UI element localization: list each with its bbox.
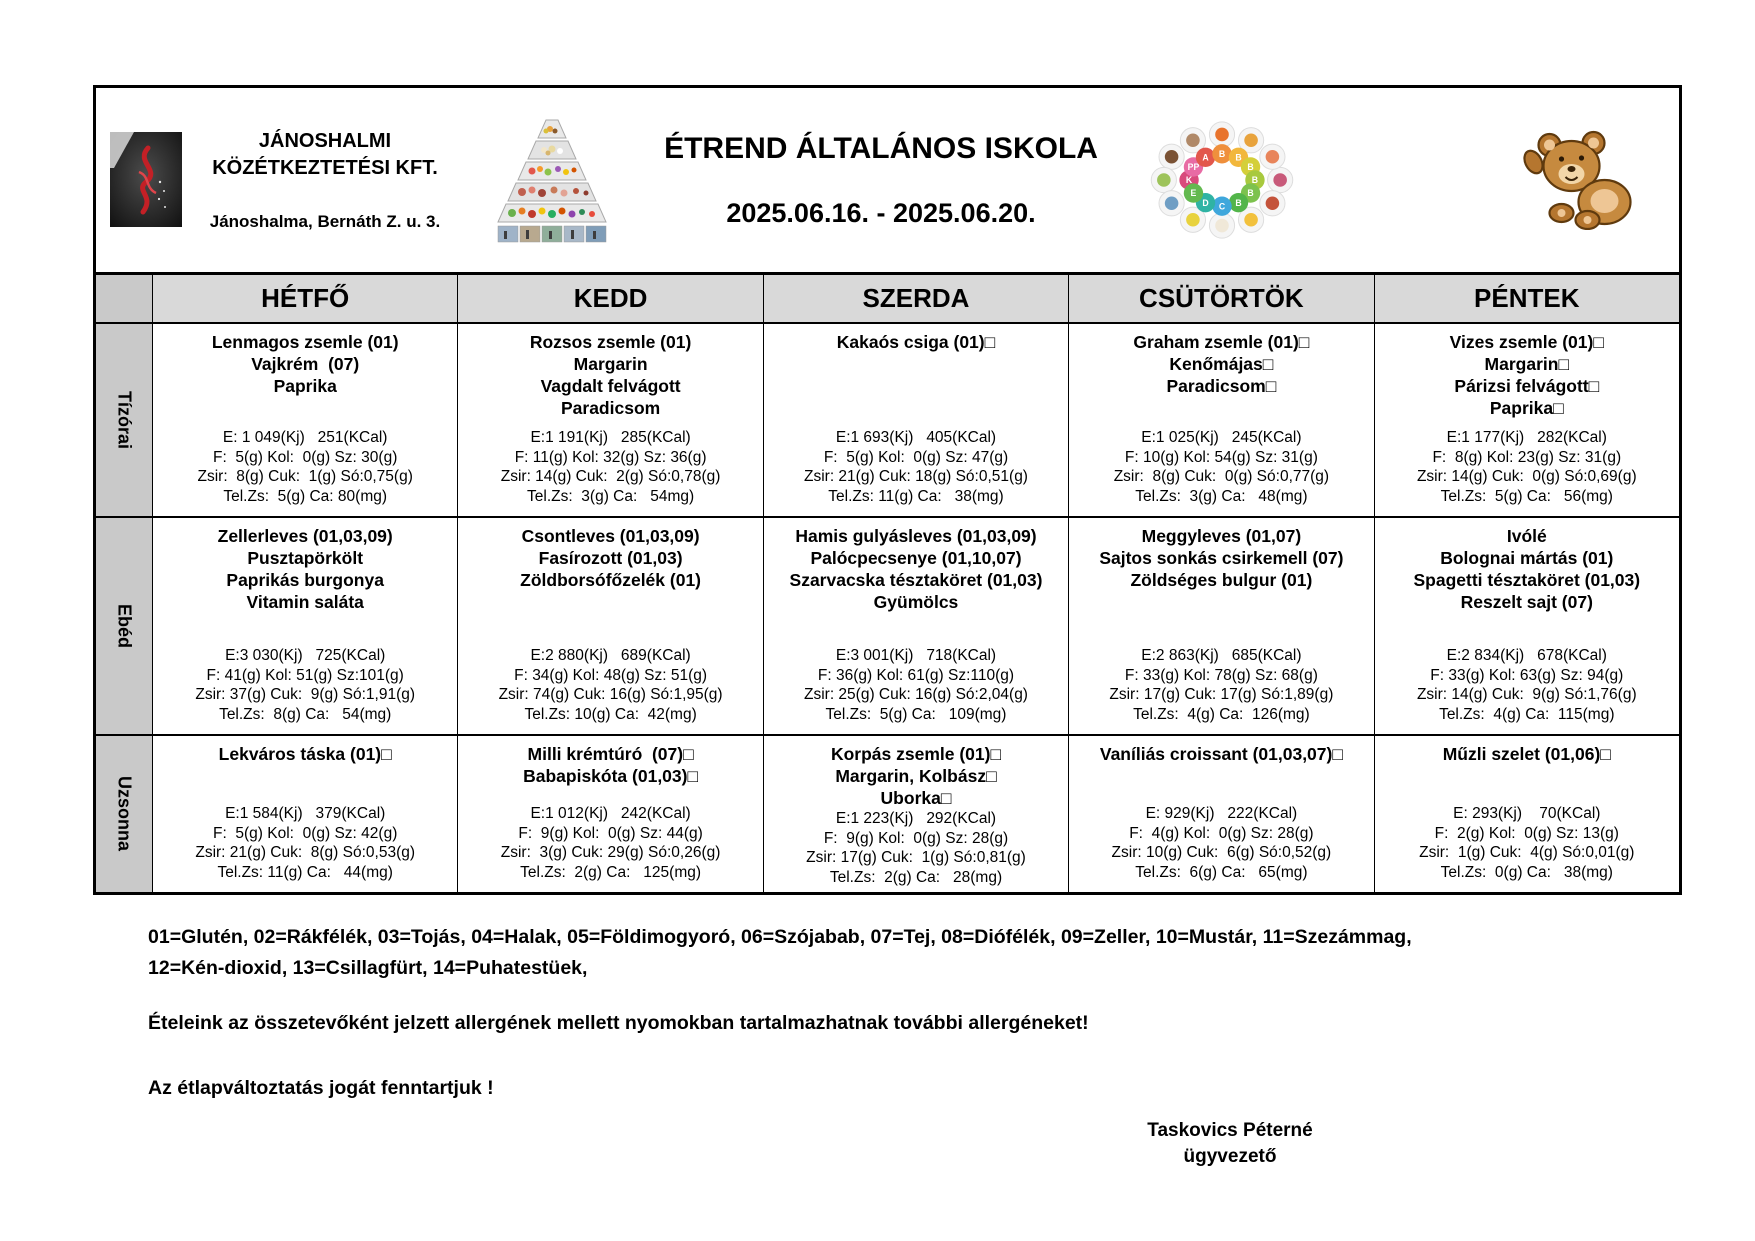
- vitamin-wheel-graphic: [1144, 117, 1300, 243]
- menu-cell: [1068, 324, 1373, 516]
- nutrition-line: Tel.Zs: 10(g) Ca: 42(mg): [524, 705, 697, 723]
- nutrition-line: F: 5(g) Kol: 0(g) Sz: 30(g): [213, 448, 398, 466]
- nutrition-line: F: 36(g) Kol: 61(g) Sz:110(g): [817, 666, 1015, 684]
- day-header-4: PÉNTEK: [1374, 275, 1679, 322]
- vitamin-letter: B: [1251, 175, 1259, 186]
- date-range: 2025.06.16. - 2025.06.20.: [726, 197, 1036, 228]
- menu-item-line: Vizes zsemle (01)□: [1449, 332, 1604, 352]
- page-title: ÉTREND ÁLTALÁNOS ISKOLA: [664, 131, 1098, 165]
- menu-items: [768, 743, 1064, 809]
- nutrition-line: F: 5(g) Kol: 0(g) Sz: 42(g): [213, 824, 398, 842]
- nutrition-line: Tel.Zs: 0(g) Ca: 38(mg): [1440, 863, 1613, 881]
- menu-item-line: Sajtos sonkás csirkemell (07): [1099, 548, 1344, 568]
- menu-items: [157, 331, 453, 397]
- day-header-3: CSÜTÖRTÖK: [1068, 275, 1373, 322]
- nutrition-line: Zsir: 10(g) Cuk: 6(g) Só:0,52(g): [1111, 844, 1332, 861]
- company-info: [194, 128, 456, 232]
- menu-cell: [152, 324, 457, 516]
- nutrition-line: E:1 177(Kj) 282(KCal): [1446, 429, 1607, 446]
- menu-items: [157, 525, 453, 613]
- menu-item-line: Zellerleves (01,03,09): [217, 526, 393, 546]
- nutrition-line: F: 34(g) Kol: 48(g) Sz: 51(g): [514, 666, 708, 684]
- menu-cell: [1374, 736, 1679, 892]
- meal-row-1: [96, 516, 1679, 734]
- menu-item-line: Spagetti tésztaköret (01,03): [1413, 570, 1641, 590]
- nutrition-line: Zsir: 14(g) Cuk: 2(g) Só:0,78(g): [500, 468, 721, 485]
- nutrition-block: [1073, 646, 1369, 724]
- nutrition-line: E: 1 049(Kj) 251(KCal): [222, 429, 388, 446]
- vitamin-letter: E: [1190, 188, 1197, 199]
- nutrition-line: Tel.Zs: 4(g) Ca: 115(mg): [1439, 705, 1615, 723]
- title-block: [618, 132, 1144, 229]
- nutrition-block: [157, 646, 453, 724]
- nutrition-block: [1073, 428, 1369, 506]
- vitamin-letter: B: [1247, 188, 1254, 199]
- menu-item-line: Bolognai mártás (01): [1440, 548, 1614, 568]
- food-pyramid-graphic: [486, 114, 618, 246]
- footer-notes: [148, 922, 1628, 1100]
- nutrition-line: E: 293(Kj) 70(KCal): [1453, 805, 1601, 822]
- teddy-bear-image: [1515, 130, 1643, 230]
- menu-item-line: Meggyleves (01,07): [1141, 526, 1302, 546]
- nutrition-line: Zsir: 21(g) Cuk: 8(g) Só:0,53(g): [195, 844, 416, 861]
- menu-item-line: Graham zsemle (01)□: [1133, 332, 1310, 352]
- menu-item-line: Műzli szelet (01,06)□: [1442, 744, 1611, 764]
- nutrition-line: F: 8(g) Kol: 23(g) Sz: 31(g): [1432, 448, 1622, 466]
- table-header-row: [96, 275, 1679, 324]
- menu-items: [768, 525, 1064, 613]
- nutrition-line: Zsir: 1(g) Cuk: 4(g) Só:0,01(g): [1419, 844, 1635, 861]
- menu-item-line: Margarin: [573, 354, 648, 374]
- meal-row-2: [96, 734, 1679, 892]
- nutrition-line: Tel.Zs: 5(g) Ca: 109(mg): [825, 705, 1007, 723]
- menu-item-line: Lekváros táska (01)□: [218, 744, 392, 764]
- nutrition-line: E:2 880(Kj) 689(KCal): [530, 647, 691, 664]
- nutrition-line: F: 9(g) Kol: 0(g) Sz: 28(g): [823, 829, 1009, 847]
- nutrition-block: [768, 646, 1064, 724]
- nutrition-block: [157, 804, 453, 882]
- vitamin-wheel-image: [1144, 117, 1300, 243]
- menu-items: [462, 331, 758, 419]
- menu-cell: [763, 324, 1068, 516]
- signature-block: [1055, 1118, 1405, 1170]
- vitamin-letter: PP: [1187, 162, 1200, 173]
- nutrition-line: Zsir: 74(g) Cuk: 16(g) Só:1,95(g): [498, 686, 723, 703]
- document-header: [93, 85, 1682, 275]
- nutrition-line: Tel.Zs: 3(g) Ca: 54mg): [527, 487, 695, 505]
- food-pyramid-image: [486, 114, 618, 246]
- menu-item-line: Palócpecsenye (01,10,07): [810, 548, 1022, 568]
- nutrition-line: E:3 030(Kj) 725(KCal): [225, 647, 386, 664]
- nutrition-block: [768, 809, 1064, 887]
- nutrition-block: [462, 646, 758, 724]
- nutrition-line: F: 11(g) Kol: 32(g) Sz: 36(g): [514, 448, 707, 466]
- vitamin-letter: C: [1218, 201, 1226, 212]
- nutrition-line: F: 4(g) Kol: 0(g) Sz: 28(g): [1129, 824, 1314, 842]
- menu-cell: [1068, 736, 1373, 892]
- vitamin-letter: B: [1218, 148, 1226, 159]
- nutrition-line: Zsir: 3(g) Cuk: 29(g) Só:0,26(g): [500, 844, 721, 861]
- nutrition-line: Zsir: 8(g) Cuk: 0(g) Só:0,77(g): [1113, 468, 1330, 485]
- nutrition-line: Zsir: 8(g) Cuk: 1(g) Só:0,75(g): [197, 468, 413, 485]
- allergen-legend-line2: 12=Kén-dioxid, 13=Csillagfürt, 14=Puhatestüek,: [148, 957, 588, 979]
- nutrition-line: Zsir: 17(g) Cuk: 17(g) Só:1,89(g): [1109, 686, 1334, 703]
- menu-items: [157, 743, 453, 765]
- nutrition-line: F: 5(g) Kol: 0(g) Sz: 47(g): [823, 448, 1009, 466]
- nutrition-line: Zsir: 21(g) Cuk: 18(g) Só:0,51(g): [804, 468, 1028, 485]
- vitamin-letter: A: [1202, 152, 1209, 163]
- menu-cell: [457, 324, 762, 516]
- nutrition-line: E:1 223(Kj) 292(KCal): [835, 810, 997, 827]
- menu-cell: [152, 518, 457, 734]
- nutrition-line: F: 41(g) Kol: 51(g) Sz:101(g): [206, 666, 404, 684]
- menu-item-line: Milli krémtúró (07)□: [527, 744, 694, 764]
- nutrition-line: F: 10(g) Kol: 54(g) Sz: 31(g): [1124, 448, 1318, 466]
- nutrition-block: [1379, 428, 1675, 506]
- menu-item-line: Babapiskóta (01,03)□: [523, 766, 699, 786]
- menu-item-line: Margarin, Kolbász□: [835, 766, 997, 786]
- menu-cell: [1068, 518, 1373, 734]
- menu-item-line: Kenőmájas□: [1169, 354, 1274, 374]
- nutrition-line: E:1 025(Kj) 245(KCal): [1141, 429, 1302, 446]
- nutrition-block: [1379, 804, 1675, 882]
- nutrition-block: [462, 804, 758, 882]
- menu-items: [1379, 331, 1675, 419]
- menu-table: [93, 272, 1682, 895]
- table-corner-cell: [96, 275, 152, 322]
- nutrition-line: F: 33(g) Kol: 63(g) Sz: 94(g): [1430, 666, 1624, 684]
- day-header-2: SZERDA: [763, 275, 1068, 322]
- nutrition-line: Tel.Zs: 2(g) Ca: 28(mg): [829, 868, 1003, 886]
- company-name: [194, 128, 456, 182]
- day-header-0: HÉTFŐ: [152, 275, 457, 322]
- menu-item-line: Szarvacska tésztaköret (01,03): [789, 570, 1043, 590]
- menu-item-line: Zöldborsófőzelék (01): [520, 570, 702, 590]
- menu-items: [1379, 743, 1675, 765]
- menu-item-line: Vagdalt felvágott: [540, 376, 681, 396]
- vitamin-letter: K: [1185, 175, 1193, 186]
- nutrition-line: Tel.Zs: 5(g) Ca: 56(mg): [1440, 487, 1613, 505]
- meal-row-label: Uzsonna: [96, 736, 152, 892]
- vitamin-letter: B: [1235, 197, 1242, 208]
- menu-item-line: Margarin□: [1484, 354, 1570, 374]
- menu-item-line: Paradicsom: [560, 398, 661, 418]
- meal-row-label: Ebéd: [96, 518, 152, 734]
- vitamin-letter: B: [1235, 152, 1242, 163]
- menu-item-line: Paprikás burgonya: [226, 570, 384, 590]
- menu-item-line: Vaníliás croissant (01,03,07)□: [1099, 744, 1343, 764]
- trace-allergen-note: Ételeink az összetevőként jelzett allergének mellett nyomokban tartalmazhatnak további allergéneket!: [148, 1012, 1089, 1034]
- menu-cell: [457, 736, 762, 892]
- nutrition-line: Zsir: 25(g) Cuk: 16(g) Só:2,04(g): [804, 686, 1028, 703]
- menu-item-line: Zöldséges bulgur (01): [1130, 570, 1313, 590]
- menu-item-line: Lenmagos zsemle (01): [211, 332, 399, 352]
- nutrition-line: Tel.Zs: 5(g) Ca: 80(mg): [223, 487, 388, 505]
- menu-item-line: Kakaós csiga (01)□: [836, 332, 996, 352]
- menu-items: [1379, 525, 1675, 613]
- menu-item-line: Fasírozott (01,03): [538, 548, 683, 568]
- menu-items: [462, 743, 758, 787]
- nutrition-line: Tel.Zs: 8(g) Ca: 54(mg): [219, 705, 392, 723]
- menu-item-line: Párizsi felvágott□: [1454, 376, 1600, 396]
- nutrition-line: Zsir: 37(g) Cuk: 9(g) Só:1,91(g): [195, 686, 416, 703]
- signature-title: ügyvezető: [1183, 1146, 1277, 1167]
- company-name-line1: JÁNOSHALMI: [258, 130, 392, 152]
- menu-item-line: Korpás zsemle (01)□: [830, 744, 1002, 764]
- teddy-bear-graphic: [1515, 130, 1643, 230]
- nutrition-block: [1379, 646, 1675, 724]
- nutrition-line: Zsir: 14(g) Cuk: 0(g) Só:0,69(g): [1416, 468, 1637, 485]
- menu-item-line: Vajkrém (07): [251, 354, 360, 374]
- vitamin-letter: D: [1202, 197, 1209, 208]
- nutrition-line: Tel.Zs: 3(g) Ca: 48(mg): [1135, 487, 1308, 505]
- nutrition-line: Zsir: 14(g) Cuk: 9(g) Só:1,76(g): [1416, 686, 1637, 703]
- company-logo-image: [110, 132, 182, 228]
- menu-item-line: Rozsos zsemle (01): [529, 332, 692, 352]
- signature-name: Taskovics Péterné: [1147, 1120, 1313, 1141]
- menu-cell: [1374, 324, 1679, 516]
- nutrition-line: E:1 012(Kj) 242(KCal): [530, 805, 691, 822]
- nutrition-line: E:2 834(Kj) 678(KCal): [1446, 647, 1607, 664]
- menu-item-line: Reszelt sajt (07): [1460, 592, 1593, 612]
- menu-item-line: Vitamin saláta: [246, 592, 364, 612]
- meal-row-label: Tízórai: [96, 324, 152, 516]
- menu-item-line: Pusztapörkölt: [247, 548, 364, 568]
- nutrition-line: Tel.Zs: 2(g) Ca: 125(mg): [520, 863, 702, 881]
- nutrition-line: F: 2(g) Kol: 0(g) Sz: 13(g): [1434, 824, 1619, 842]
- menu-items: [1073, 331, 1369, 397]
- meal-row-0: [96, 324, 1679, 516]
- nutrition-line: E:1 693(Kj) 405(KCal): [835, 429, 997, 446]
- nutrition-line: E:3 001(Kj) 718(KCal): [835, 647, 997, 664]
- menu-items: [1073, 743, 1369, 765]
- menu-cell: [152, 736, 457, 892]
- nutrition-line: Zsir: 17(g) Cuk: 1(g) Só:0,81(g): [806, 849, 1026, 866]
- menu-items: [768, 331, 1064, 353]
- day-header-1: KEDD: [457, 275, 762, 322]
- menu-item-line: Ivólé: [1506, 526, 1547, 546]
- nutrition-line: E:2 863(Kj) 685(KCal): [1141, 647, 1302, 664]
- menu-item-line: Uborka□: [880, 788, 952, 808]
- company-address: Jánoshalma, Bernáth Z. u. 3.: [209, 212, 441, 231]
- company-name-line2: KÖZÉTKEZTETÉSI KFT.: [212, 157, 438, 179]
- nutrition-line: Tel.Zs: 6(g) Ca: 65(mg): [1135, 863, 1308, 881]
- menu-item-line: Csontleves (01,03,09): [521, 526, 700, 546]
- nutrition-line: E: 929(Kj) 222(KCal): [1145, 805, 1298, 822]
- menu-items: [462, 525, 758, 591]
- nutrition-block: [1073, 804, 1369, 882]
- menu-items: [1073, 525, 1369, 591]
- menu-item-line: Gyümölcs: [873, 592, 959, 612]
- menu-change-note: Az étlapváltoztatás jogát fenntartjuk !: [148, 1077, 494, 1099]
- menu-item-line: Hamis gulyásleves (01,03,09): [795, 526, 1037, 546]
- allergen-legend-line1: 01=Glutén, 02=Rákfélék, 03=Tojás, 04=Halak, 05=Földimogyoró, 06=Szójabab, 07=Tej, 08=Diófélék, 09=Zeller, 10=Mustár, 11=Szezámmag,: [148, 926, 1412, 948]
- menu-item-line: Paprika: [273, 376, 337, 396]
- nutrition-line: F: 9(g) Kol: 0(g) Sz: 44(g): [518, 824, 703, 842]
- nutrition-line: Tel.Zs: 11(g) Ca: 44(mg): [217, 863, 393, 881]
- nutrition-block: [462, 428, 758, 506]
- company-logo-graphic: [110, 132, 182, 227]
- nutrition-line: E:1 584(Kj) 379(KCal): [225, 805, 386, 822]
- nutrition-line: F: 33(g) Kol: 78(g) Sz: 68(g): [1124, 666, 1318, 684]
- nutrition-line: Tel.Zs: 4(g) Ca: 126(mg): [1133, 705, 1310, 723]
- menu-cell: [457, 518, 762, 734]
- nutrition-line: Tel.Zs: 11(g) Ca: 38(mg): [828, 487, 1004, 505]
- menu-item-line: Paprika□: [1489, 398, 1564, 418]
- nutrition-block: [157, 428, 453, 506]
- menu-cell: [763, 736, 1068, 892]
- nutrition-line: E:1 191(Kj) 285(KCal): [530, 429, 691, 446]
- menu-cell: [763, 518, 1068, 734]
- vitamin-letter: B: [1247, 162, 1254, 173]
- menu-cell: [1374, 518, 1679, 734]
- nutrition-block: [768, 428, 1064, 506]
- menu-item-line: Paradicsom□: [1166, 376, 1277, 396]
